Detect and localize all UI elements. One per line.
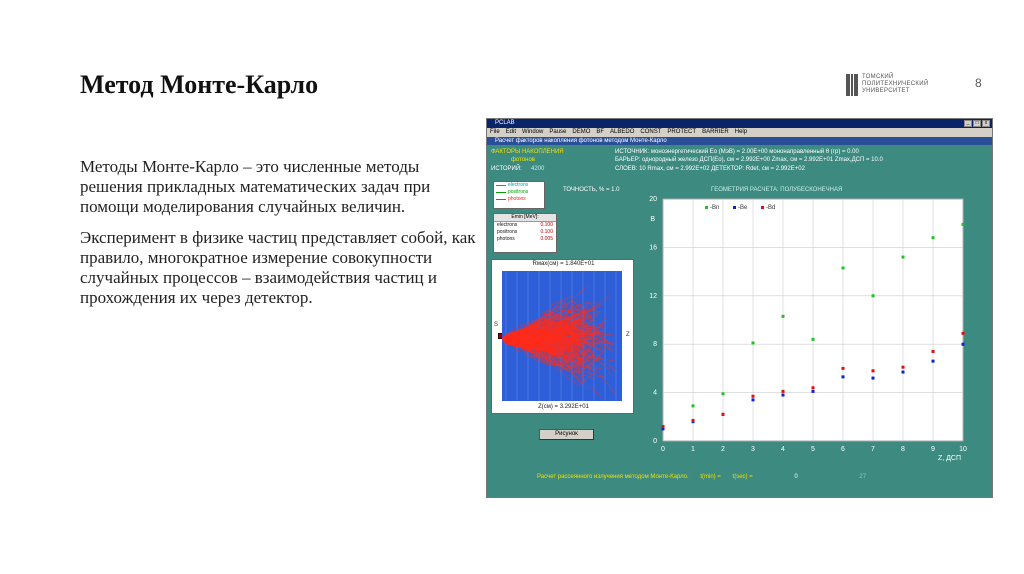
legend-label: -Be bbox=[738, 205, 748, 211]
data-point bbox=[812, 386, 815, 389]
data-point bbox=[872, 294, 875, 297]
trajectory-canvas bbox=[502, 271, 622, 401]
university-logo bbox=[846, 74, 932, 96]
emin-row bbox=[494, 229, 556, 236]
draw-button[interactable]: Рисунок bbox=[539, 429, 594, 440]
data-point bbox=[932, 350, 935, 353]
data-point bbox=[932, 360, 935, 363]
legend-swatch bbox=[733, 206, 736, 209]
data-point bbox=[752, 398, 755, 401]
data-point bbox=[722, 413, 725, 416]
emin-value[interactable]: 0.100 bbox=[540, 222, 553, 228]
data-point bbox=[782, 315, 785, 318]
menu-edit[interactable]: Edit bbox=[505, 129, 517, 135]
y-tick-label: 0 bbox=[653, 438, 657, 445]
slide-title: Метод Монте-Карло bbox=[80, 70, 319, 99]
minimize-button[interactable]: _ bbox=[964, 120, 972, 127]
source-side-label: S bbox=[494, 322, 499, 328]
tsec-label: t(sec) = bbox=[732, 474, 753, 480]
y-tick-label: 20 bbox=[649, 196, 657, 203]
emin-value[interactable]: 0.100 bbox=[540, 229, 553, 235]
data-point bbox=[872, 377, 875, 380]
menu-help[interactable]: Help bbox=[734, 129, 748, 135]
y-tick-label: 12 bbox=[649, 292, 657, 300]
logo-mark-icon bbox=[846, 74, 858, 96]
data-point bbox=[812, 390, 815, 393]
legend-swatch bbox=[761, 206, 764, 209]
data-point bbox=[902, 366, 905, 369]
data-point bbox=[902, 371, 905, 374]
body-text bbox=[80, 157, 480, 319]
x-tick-label: 9 bbox=[931, 446, 935, 453]
x-tick-label: 0 bbox=[661, 446, 665, 453]
paragraph-1: Методы Монте-Карло – это численные методы решения прикладных математических задач при помощи моделирования случайных величин. bbox=[80, 157, 431, 216]
data-point bbox=[932, 236, 935, 239]
data-point bbox=[872, 369, 875, 372]
source-info: ИСТОЧНИК: моноэнергетический Eo (МэВ) = 2.00E+00 мононаправленный θ (гр) = 0.00 bbox=[615, 149, 859, 155]
data-point bbox=[962, 332, 965, 335]
x-tick-label: 7 bbox=[871, 446, 875, 453]
x-tick-label: 3 bbox=[751, 446, 755, 453]
z-side-label: Z bbox=[626, 332, 630, 338]
geometry-label: ГЕОМЕТРИЯ РАСЧЕТА: ПОЛУБЕСКОНЕЧНАЯ bbox=[711, 187, 843, 193]
maximize-button[interactable]: □ bbox=[973, 120, 981, 127]
emin-title: Emin [MeV]: bbox=[494, 214, 556, 222]
emin-row bbox=[494, 222, 556, 229]
legend-photons: photons bbox=[508, 196, 544, 203]
x-tick-label: 4 bbox=[781, 446, 785, 453]
y-tick-label: 8 bbox=[653, 341, 657, 349]
window-titlebar bbox=[487, 119, 992, 128]
data-point bbox=[962, 343, 965, 346]
emin-name: positrons bbox=[497, 229, 518, 235]
buildup-chart bbox=[637, 181, 982, 469]
particle-tracks bbox=[502, 285, 616, 398]
tmin-label: t(min) = bbox=[700, 474, 721, 480]
data-point bbox=[902, 256, 905, 259]
trajectory-svg bbox=[502, 271, 622, 401]
rmax-label: Rмах(см) = 1.840E+01 bbox=[532, 261, 595, 267]
emin-value[interactable]: 0.005 bbox=[540, 236, 553, 242]
child-window-title: Расчет факторов накопления фотонов методом Монте-Карло bbox=[487, 137, 992, 145]
legend-swatch bbox=[705, 206, 708, 209]
emin-panel bbox=[493, 213, 557, 253]
paragraph-2: Эксперимент в физике частиц представляет собой, как правило, многократное измерение совокупности случайных процессов – взаимодействия частиц и прохождения их через детектор. bbox=[80, 228, 476, 307]
slide-number: 8 bbox=[975, 76, 982, 90]
menu-window[interactable]: Window bbox=[522, 129, 544, 135]
data-point bbox=[842, 375, 845, 378]
legend-label: -Bd bbox=[766, 205, 776, 211]
emin-name: electrons bbox=[497, 222, 518, 228]
menu-bf[interactable]: BF bbox=[596, 129, 605, 135]
logo-text: ТОМСКИЙ ПОЛИТЕХНИЧЕСКИЙ УНИВЕРСИТЕТ bbox=[862, 74, 929, 94]
menu-protect[interactable]: PROTECT bbox=[667, 129, 697, 135]
data-point bbox=[842, 266, 845, 269]
menu-bar bbox=[487, 128, 992, 137]
window-title: PCLAB bbox=[495, 120, 515, 126]
data-point bbox=[692, 404, 695, 407]
data-point bbox=[812, 338, 815, 341]
data-point bbox=[662, 425, 665, 428]
emin-name: photons bbox=[497, 236, 515, 242]
factors-label: ФАКТОРЫ НАКОПЛЕНИЯ bbox=[491, 149, 564, 155]
legend-label: -Bn bbox=[710, 205, 720, 211]
menu-file[interactable]: File bbox=[490, 129, 500, 135]
menu-barrier[interactable]: BARRIER bbox=[702, 129, 729, 135]
particle-legend bbox=[493, 181, 545, 209]
layers-info: СЛОЕВ: 10 Rmax, см = 2.992E+02 ДЕТЕКТОР: Rdet, см = 2.992E+02 bbox=[615, 166, 805, 172]
x-tick-label: 5 bbox=[811, 446, 815, 453]
x-axis-label: Z, ДСП bbox=[938, 455, 961, 462]
barrier-info: БАРЬЕР: однородный железо ДСП(Eo), см = 2.992E+00 Zmax, см = 2.992E+01 Zmax,ДСП = 10.0 bbox=[615, 157, 883, 163]
chart-svg bbox=[637, 181, 982, 469]
data-point bbox=[692, 419, 695, 422]
data-point bbox=[842, 367, 845, 370]
legend-positrons: positrons bbox=[508, 189, 544, 196]
histories-value: 4200 bbox=[531, 166, 545, 172]
tmin-value: 0 bbox=[794, 474, 798, 480]
legend-electrons: electrons bbox=[508, 182, 544, 189]
status-text: Расчет рассеянного излучения методом Монте-Карло. bbox=[537, 474, 689, 480]
status-bar bbox=[537, 474, 866, 480]
menu-albedo[interactable]: ALBEDO bbox=[610, 129, 635, 135]
menu-const[interactable]: CONST bbox=[640, 129, 662, 135]
x-tick-label: 10 bbox=[959, 446, 967, 453]
data-point bbox=[722, 392, 725, 395]
tsec-value: 27 bbox=[859, 474, 867, 480]
y-axis-label: B bbox=[650, 216, 655, 223]
x-tick-label: 2 bbox=[721, 446, 725, 453]
data-point bbox=[782, 390, 785, 393]
pclab-window bbox=[486, 118, 993, 498]
x-tick-label: 8 bbox=[901, 446, 905, 453]
menu-pause[interactable]: Pause bbox=[549, 129, 567, 135]
data-point bbox=[752, 341, 755, 344]
menu-demo[interactable]: DEMO bbox=[572, 129, 591, 135]
data-point bbox=[752, 395, 755, 398]
z-label: Z(см) = 3.292E+01 bbox=[538, 404, 589, 410]
photons-label: фотонов bbox=[511, 157, 535, 163]
histories-label: ИСТОРИЙ: bbox=[491, 166, 522, 172]
x-tick-label: 6 bbox=[841, 446, 845, 453]
y-tick-label: 4 bbox=[653, 389, 657, 397]
emin-row bbox=[494, 236, 556, 243]
data-point bbox=[782, 394, 785, 397]
y-tick-label: 16 bbox=[649, 244, 657, 252]
accuracy-label: ТОЧНОСТЬ, % = 1.0 bbox=[563, 187, 620, 193]
trajectory-view bbox=[491, 259, 634, 414]
data-point bbox=[962, 223, 965, 226]
close-button[interactable]: x bbox=[982, 120, 990, 127]
x-tick-label: 1 bbox=[691, 446, 695, 453]
